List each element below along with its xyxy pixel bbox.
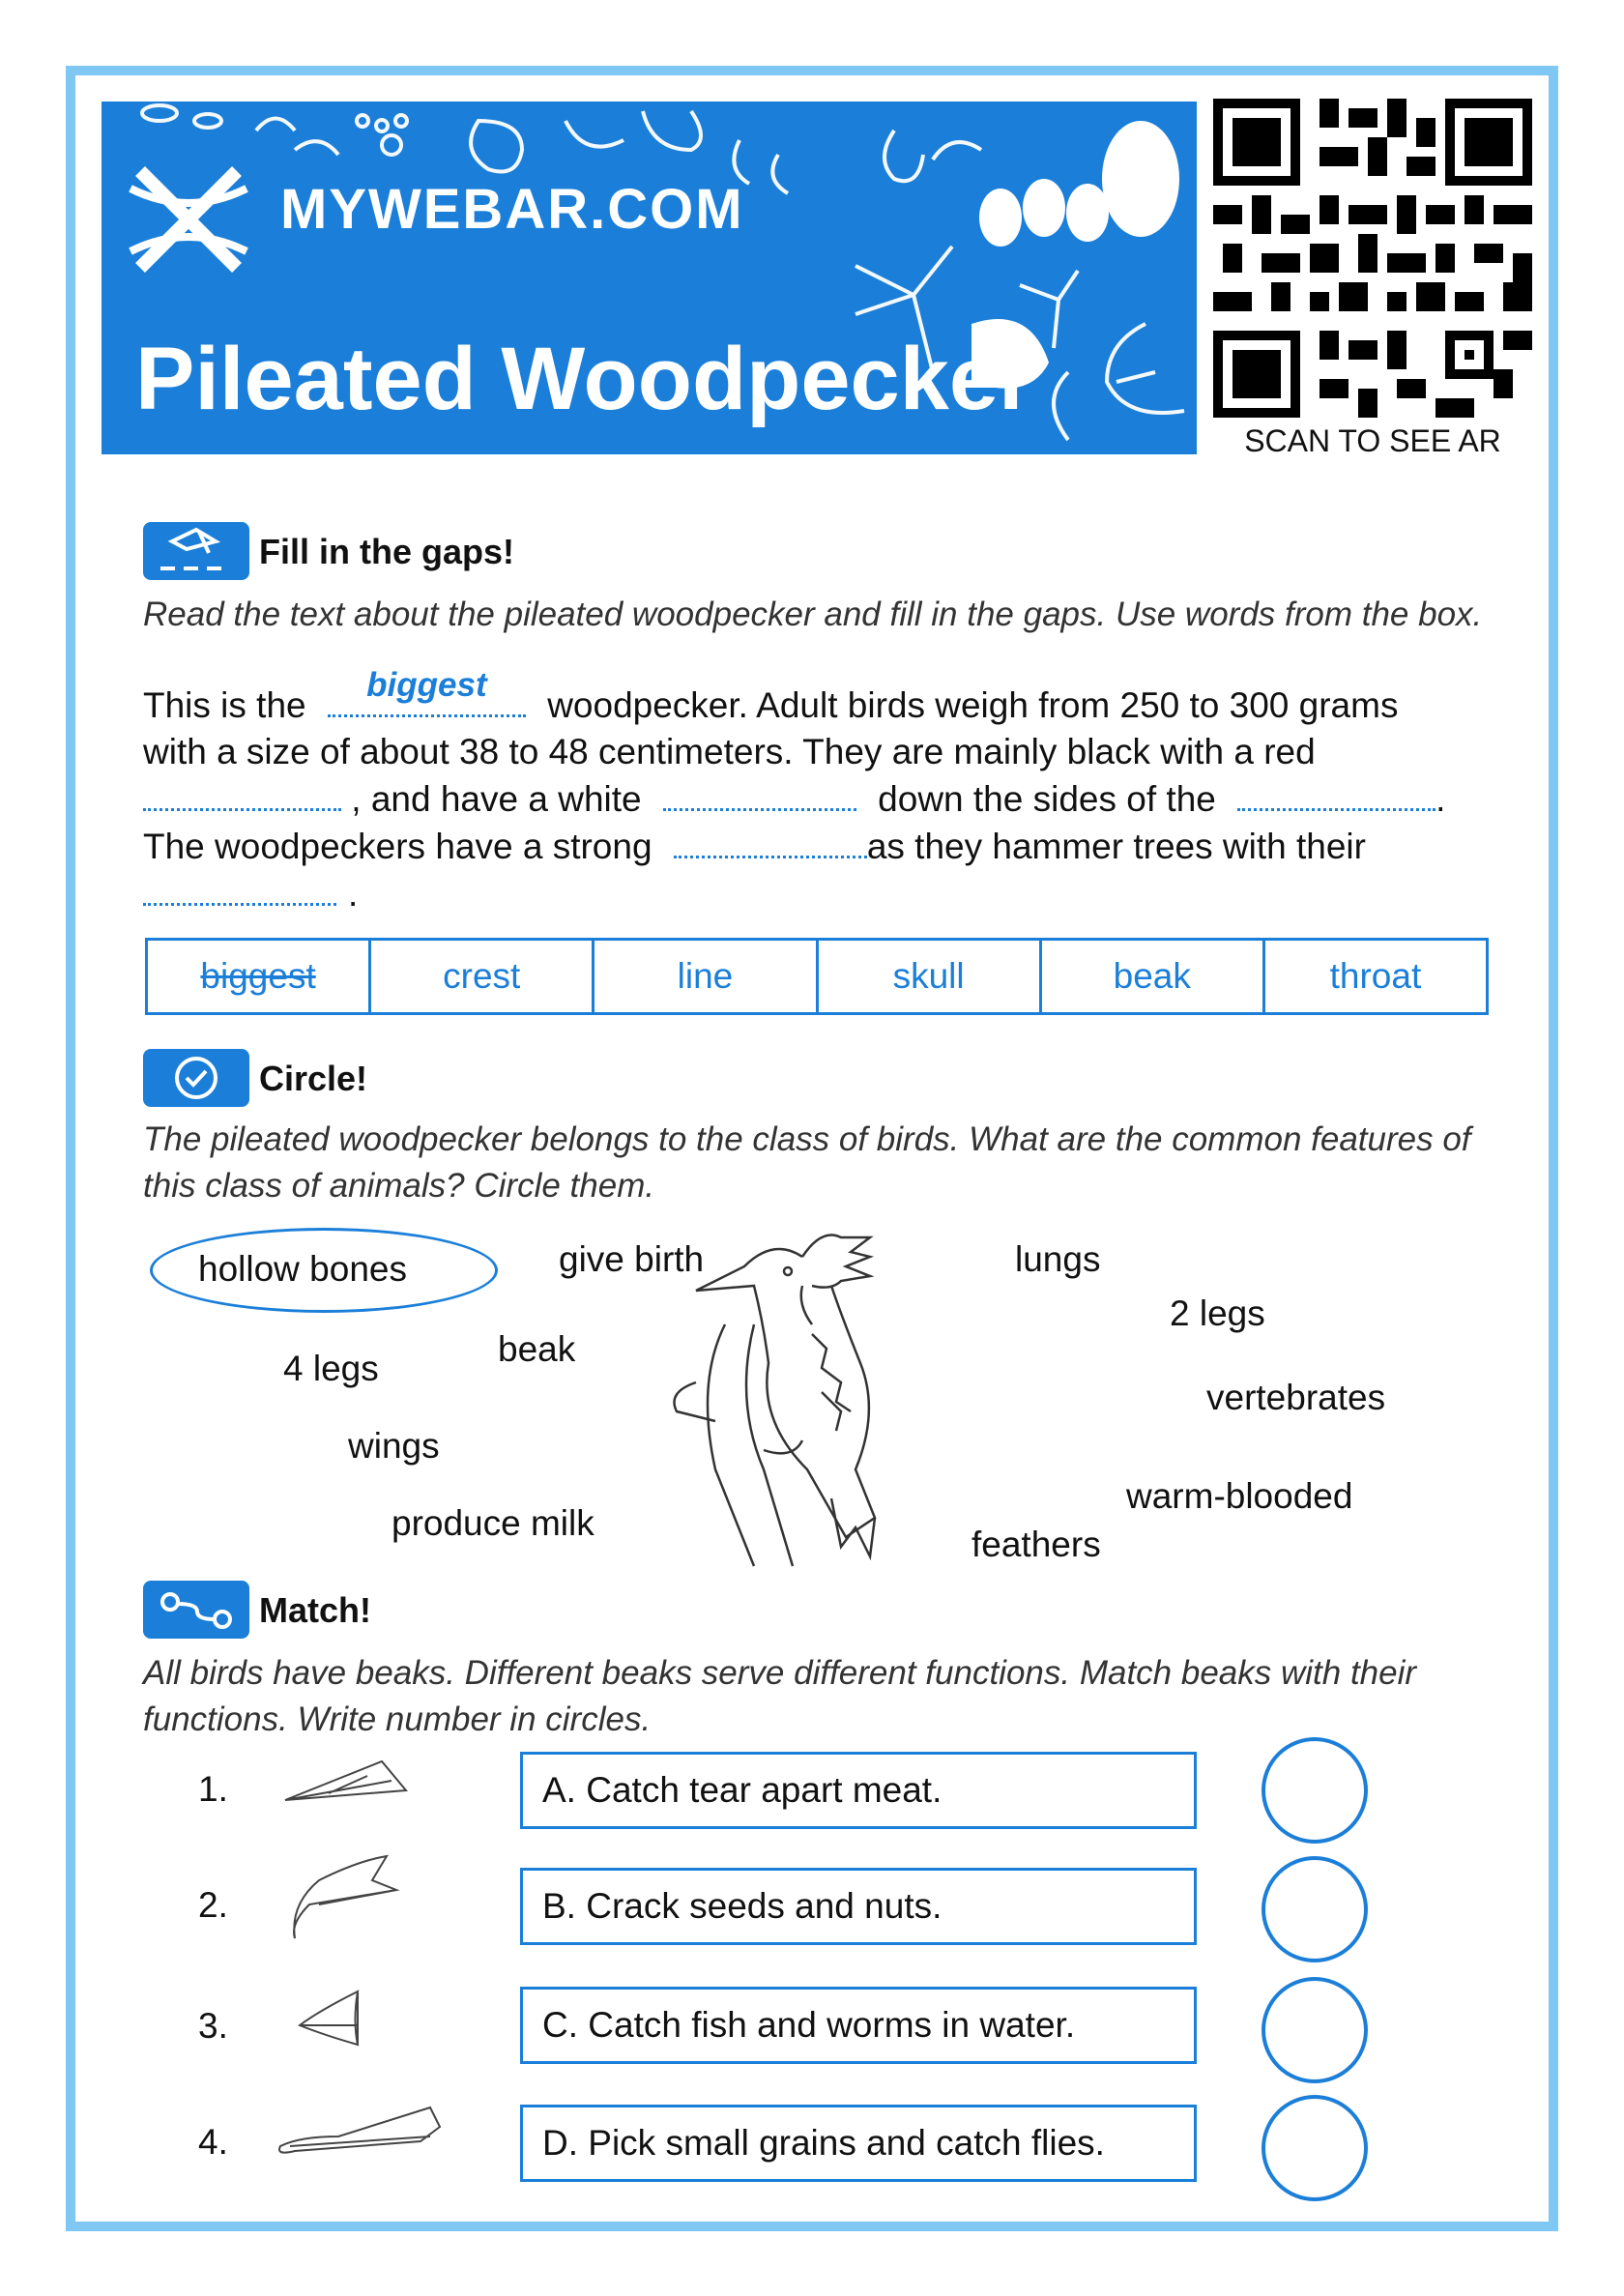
fill-gaps-instruction: Read the text about the pileated woodpecker and fill in the gaps. Use words from the box. [143,596,1483,633]
word-bank-item[interactable]: line [594,941,818,1012]
feature-beak[interactable]: beak [498,1329,576,1369]
word-bank-item[interactable]: beak [1042,941,1265,1012]
brand-name[interactable]: MYWEBAR.COM [280,178,744,241]
qr-code[interactable] [1213,99,1532,418]
conical-beak-icon [271,1972,445,2069]
circle-heading: Circle! [259,1059,368,1098]
text-segment: woodpecker. Adult birds weigh from 250 to 300 grams [547,685,1399,725]
check-circle-icon [143,1049,249,1107]
feature-produce-milk[interactable]: produce milk [392,1503,594,1543]
gap-1-answer: biggest [366,666,487,704]
word-bank-item[interactable]: crest [371,941,594,1012]
text-segment: The woodpeckers have a strong [143,827,652,866]
mywebar-logo-icon [130,171,246,268]
text-segment: . [1436,779,1446,819]
word-bank-item[interactable]: throat [1329,956,1422,996]
text-segment: as they hammer trees with their [866,827,1366,866]
qr-caption: SCAN TO SEE AR [1244,423,1501,458]
match-section-icon [143,1581,249,1639]
fill-gaps-heading: Fill in the gaps! [259,532,515,571]
gap-4[interactable] [1237,775,1436,811]
function-box-c: C. Catch fish and worms in water. [520,1987,1197,2064]
paragraph-line-2: with a size of about 38 to 48 centimeters. They are mainly black with a red [143,732,1316,771]
match-heading: Match! [259,1590,371,1630]
function-box-d: D. Pick small grains and catch flies. [520,2105,1197,2182]
gap-6[interactable] [143,870,336,906]
gap-2[interactable] [143,775,341,811]
match-instruction: All birds have beaks. Different beaks serve different functions. Match beaks with their functions. Write number in circles. [143,1654,1417,1738]
circle-section-icon [143,1049,249,1107]
feature-warm-blooded[interactable]: warm-blooded [1126,1476,1353,1516]
text-segment: down the sides of the [878,779,1216,819]
answer-circle-a[interactable] [1262,1737,1368,1844]
feature-feathers[interactable]: feathers [972,1525,1101,1564]
answer-circle-c[interactable] [1262,1977,1368,2083]
feature-wings[interactable]: wings [348,1426,440,1466]
word-bank-item[interactable]: biggest [148,941,371,1012]
feature-vertebrates[interactable]: vertebrates [1206,1378,1386,1417]
text-segment: , and have a white [351,779,642,819]
feature-hollow-bones[interactable]: hollow bones [198,1249,407,1289]
text-segment: This is the [143,685,306,725]
long-thin-beak-icon [271,2093,445,2190]
text-segment: . [348,874,359,914]
function-box-a: A. Catch tear apart meat. [520,1752,1197,1829]
fill-gaps-paragraph [143,666,1496,917]
feature-give-birth[interactable]: give birth [559,1239,705,1279]
feature-2-legs[interactable]: 2 legs [1170,1293,1265,1333]
circle-instruction: The pileated woodpecker belongs to the class of birds. What are the common features of this class of animals? Circle them. [143,1120,1471,1205]
function-box-b: B. Crack seeds and nuts. [520,1868,1197,1945]
paragraph-line-1 [143,666,1496,729]
feature-4-legs[interactable]: 4 legs [283,1349,379,1388]
fill-gaps-section-icon [143,522,249,580]
page-title: Pileated Woodpecker [135,330,1033,428]
pencil-gap-icon [143,522,249,580]
gap-3[interactable] [663,775,856,811]
answer-circle-d[interactable] [1262,2095,1368,2201]
beak-number-3: 3. [198,2006,228,2046]
paragraph-line-4 [143,823,1496,870]
answer-circle-b[interactable] [1262,1856,1368,1962]
beak-number-4: 4. [198,2122,228,2162]
hooked-beak-icon [271,1851,445,1948]
paragraph-line-5 [143,870,1496,917]
beak-number-1: 1. [198,1769,228,1809]
feature-lungs[interactable]: lungs [1015,1239,1101,1279]
connect-nodes-icon [143,1581,249,1639]
paragraph-line-3 [143,775,1496,823]
gap-1[interactable] [328,666,526,717]
word-bank [145,938,1489,1015]
header-banner [102,102,1197,454]
woodpecker-illustration [667,1228,957,1585]
hooked-flat-beak-icon [271,1740,445,1837]
gap-5[interactable] [674,823,867,858]
word-bank-item[interactable]: skull [819,941,1042,1012]
beak-number-2: 2. [198,1885,228,1925]
